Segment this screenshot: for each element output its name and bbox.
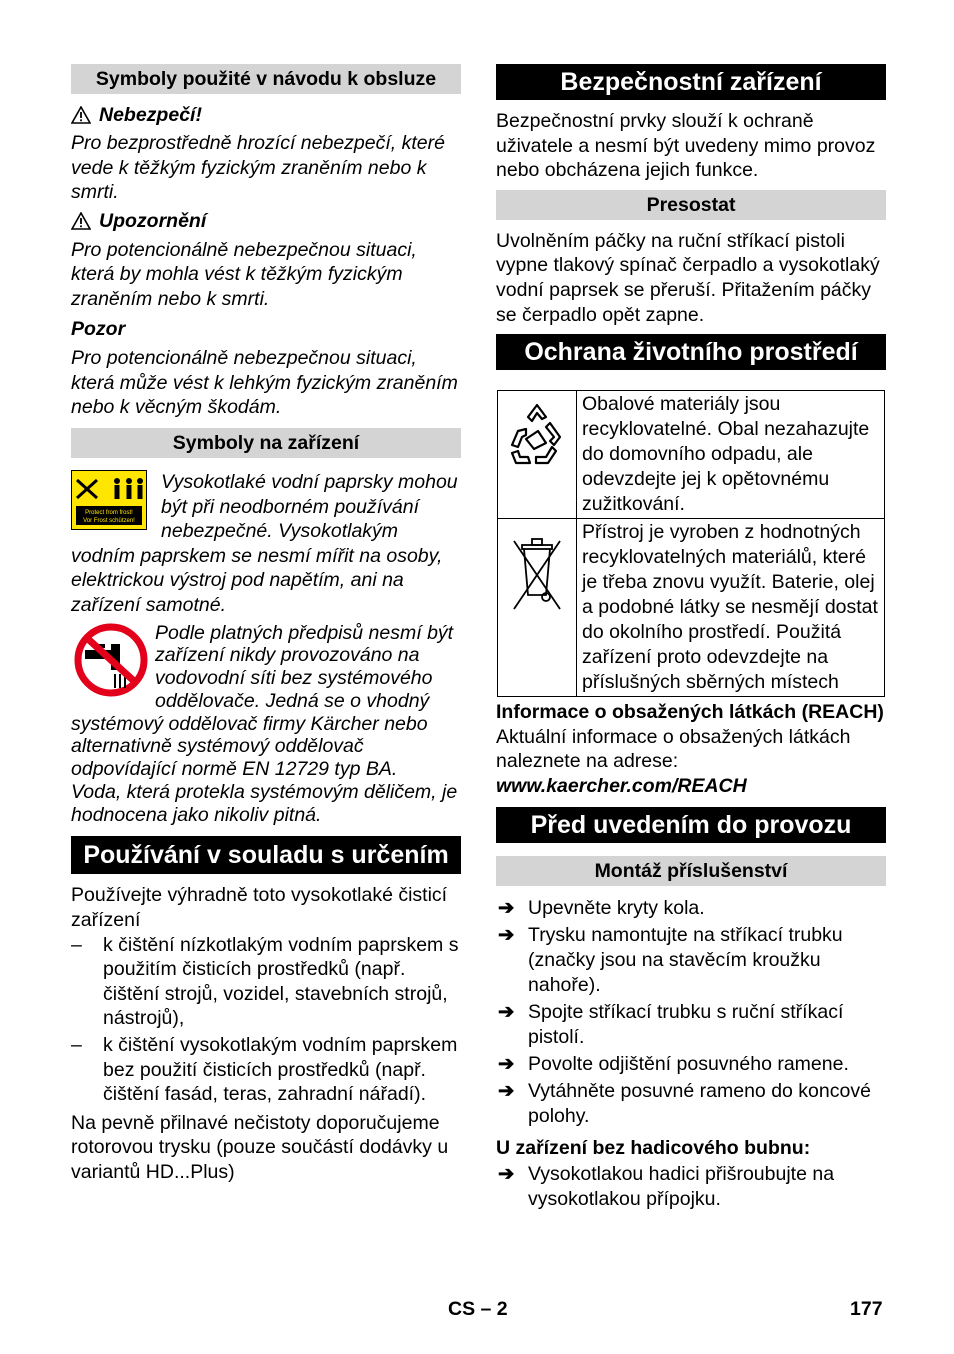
arrow-icon: ➔ <box>498 896 515 919</box>
water-text-2: Voda, která protekla systémovým děličem, je hodnocena jako nikoliv pitná. <box>71 781 458 827</box>
no-hose-reel-steps-list <box>496 1162 886 1212</box>
warning-title: Upozornění <box>99 209 207 232</box>
list-item <box>496 1079 886 1129</box>
list-item <box>496 1162 886 1212</box>
no-drinking-water-connection-icon <box>73 622 149 698</box>
right-column <box>496 64 886 1212</box>
table-row <box>498 519 885 697</box>
highpressure-warning-label-icon <box>71 470 147 530</box>
section-heading-environment: Ochrana životního prostředí <box>496 334 886 370</box>
dash-marker: – <box>71 1034 82 1057</box>
list-item-text: Povolte odjištění posuvného ramene. <box>528 1052 849 1075</box>
list-item <box>71 933 461 1031</box>
list-item-text: Vysokotlakou hadici přišroubujte na vysokotlakou přípojku. <box>528 1163 835 1211</box>
reach-url[interactable]: www.kaercher.com/REACH <box>496 774 747 797</box>
pressostat-text: Uvolněním páčky na ruční stříkací pistoli vypne tlakový spínač čerpadlo a vysokotlaký vodní paprsek se přeruší. Přitažením páčky se čerpadlo opět zapne. <box>496 229 880 326</box>
warning-triangle-icon <box>71 106 91 124</box>
svg-text:Protect from frost!: Protect from frost! <box>85 509 133 516</box>
reach-text: Aktuální informace o obsažených látkách naleznete na adrese: <box>496 725 851 773</box>
list-item <box>496 923 886 998</box>
list-item <box>71 1033 461 1107</box>
table-cell-text: Přístroj je vyroben z hodnotných recyklovatelných materiálů, které je třeba znovu využít. Baterie, olej a podobné látky se nesmějí dostat do okolního prostředí. Použitá zařízení proto odevzdejte na příslušných sběrných místech <box>577 519 885 697</box>
arrow-icon: ➔ <box>498 1079 515 1102</box>
reach-title: Informace o obsažených látkách (REACH) <box>496 701 884 724</box>
section-heading-intended-use: Používání v souladu s určením <box>71 836 461 874</box>
list-item-text: k čištění vysokotlakým vodním paprskem bez použití čisticích prostředků (např. čištění fasád, teras, zahradní nářadí). <box>103 1034 458 1106</box>
highpressure-block <box>71 470 461 618</box>
section-heading-symbols: Symboly použité v návodu k obsluze <box>71 64 461 94</box>
table-cell-icon <box>498 519 577 697</box>
section-heading-before-startup: Před uvedením do provozu <box>496 807 886 843</box>
arrow-icon: ➔ <box>498 1163 515 1186</box>
danger-title: Nebezpečí! <box>99 104 202 126</box>
warning-triangle-icon <box>71 212 91 230</box>
arrow-icon: ➔ <box>498 1000 515 1023</box>
section-heading-safety: Bezpečnostní zařízení <box>496 64 886 100</box>
table-row <box>498 391 885 519</box>
highpressure-text: Vysokotlaké vodní paprsky mohou být při neodborném používání nebezpečné. Vysokotlakým vodním paprskem se nesmí mířit na osoby, elektrickou výstroj pod napětím, ani na zařízení samotné. <box>71 470 458 616</box>
intended-use-intro: Používejte výhradně toto vysokotlaké čisticí zařízení <box>71 884 448 932</box>
arrow-icon: ➔ <box>498 923 515 946</box>
footer-page-number: 177 <box>850 1298 883 1320</box>
water-block <box>71 622 461 828</box>
list-item-text: k čištění nízkotlakým vodním paprskem s použitím čisticích prostředků (např. čištění strojů, vozidel, stavebních strojů, nástrojů), <box>103 933 459 1030</box>
list-item-text: Spojte stříkací trubku s ruční stříkací pistolí. <box>528 1000 844 1048</box>
dash-marker: – <box>71 933 82 956</box>
section-heading-pressostat: Presostat <box>496 190 886 220</box>
environment-table <box>497 390 885 697</box>
list-item-text: Upevněte kryty kola. <box>528 896 705 919</box>
caution-text: Pro potencionálně nebezpečnou situaci, která může vést k lehkým fyzickým zraněním nebo k věcným škodám. <box>71 347 458 419</box>
recycle-icon <box>498 391 576 491</box>
section-heading-accessory-mounting: Montáž příslušenství <box>496 856 886 886</box>
list-item <box>496 1000 886 1050</box>
safety-text: Bezpečnostní prvky slouží k ochraně uživatele a nesmí být uvedeny mimo provoz nebo obcházena jejich funkce. <box>496 110 876 182</box>
danger-heading <box>71 103 461 127</box>
water-text: Podle platných předpisů nesmí být zařízení nikdy provozováno na vodovodní síti bez systémového oddělovače. Jedná se o vhodný systémový oddělovač firmy Kärcher nebo alternativně systémový oddělovač odpovídající normě EN 12729 typ BA. <box>71 621 454 781</box>
table-cell-text: Obalové materiály jsou recyklovatelné. Obal nezahazujte do domovního odpadu, ale odevzdejte jej k opětovnému zužitkování. <box>577 391 885 519</box>
svg-text:Vor Frost schützen!: Vor Frost schützen! <box>83 517 135 524</box>
crossed-bin-icon <box>498 519 576 619</box>
table-cell-icon <box>498 391 577 519</box>
footer-language-page: CS – 2 <box>448 1298 508 1320</box>
danger-text: Pro bezprostředně hrozící nebezpečí, které vede k těžkým fyzickým zraněním nebo k smrti. <box>71 132 445 204</box>
warning-text: Pro potencionálně nebezpečnou situaci, která by mohla vést k těžkým fyzickým zraněním nebo k smrti. <box>71 238 417 310</box>
intended-use-list <box>71 933 461 1107</box>
rotor-nozzle-text: Na pevně přilnavé nečistoty doporučujeme rotorovou trysku (pouze součástí dodávky u variantů HD...Plus) <box>71 1111 449 1184</box>
accessory-steps-list <box>496 896 886 1129</box>
list-item <box>496 896 886 921</box>
list-item-text: Trysku namontujte na stříkací trubku (značky jsou na stavěcím kroužku nahoře). <box>528 923 843 996</box>
section-heading-device-symbols: Symboly na zařízení <box>71 428 461 458</box>
list-item-text: Vytáhněte posuvné rameno do koncové polohy. <box>528 1079 871 1127</box>
no-hose-reel-title: U zařízení bez hadicového bubnu: <box>496 1136 811 1159</box>
arrow-icon: ➔ <box>498 1052 515 1075</box>
left-column <box>71 64 461 1185</box>
list-item <box>496 1052 886 1077</box>
caution-title: Pozor <box>71 317 126 340</box>
warning-heading <box>71 209 461 233</box>
